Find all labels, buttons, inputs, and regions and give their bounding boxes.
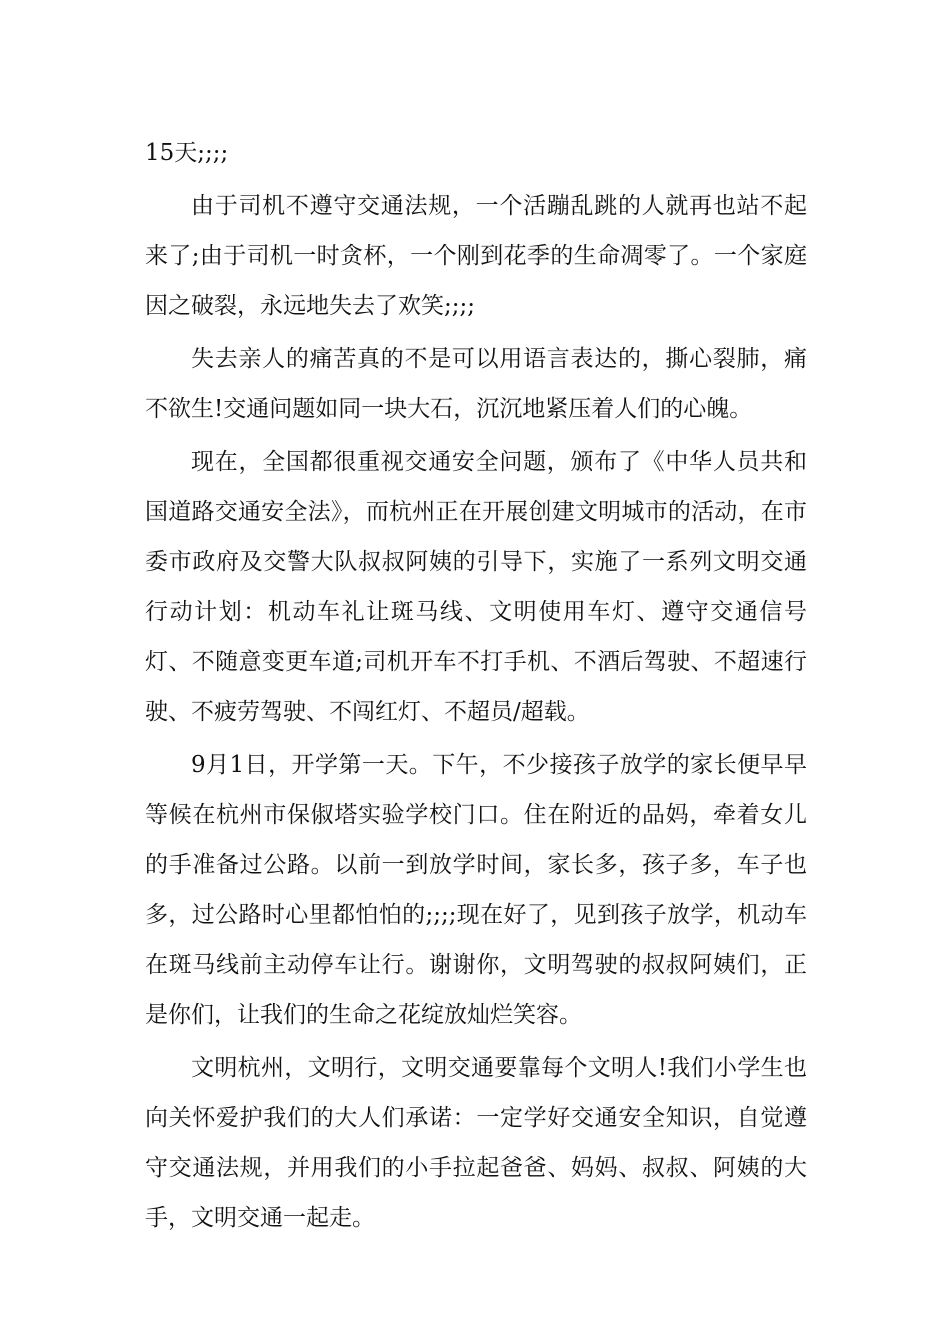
paragraph-continuation: 15天;;;;: [145, 140, 229, 166]
paragraph: 现在，全国都很重视交通安全问题，颁布了《中华人员共和国道路交通安全法》，而杭州正在开展创建文明城市的活动，在市委市政府及交警大队叔叔阿姨的引导下，实施了一系列文明交通行动计划：机动车礼让斑马线、文明使用车灯、遵守交通信号灯、不随意变更车道;司机开车不打手机、不酒后驾驶、不超速行驶、不疲劳驾驶、不闯红灯、不超员/超载。: [145, 449, 807, 725]
paragraph: 失去亲人的痛苦真的不是可以用语言表达的，撕心裂肺，痛不欲生!交通问题如同一块大石，沉沉地紧压着人们的心魄。: [145, 346, 807, 422]
document-body: [145, 128, 807, 1243]
paragraph: 文明杭州，文明行，文明交通要靠每个文明人!我们小学生也向关怀爱护我们的大人们承诺：一定学好交通安全知识，自觉遵守交通法规，并用我们的小手拉起爸爸、妈妈、叔叔、阿姨的大手，文明交通一起走。: [145, 1055, 807, 1231]
paragraph: 9月1日，开学第一天。下午，不少接孩子放学的家长便早早等候在杭州市保俶塔实验学校门口。住在附近的品妈，牵着女儿的手准备过公路。以前一到放学时间，家长多，孩子多，车子也多，过公路时心里都怕怕的;;;;现在好了，见到孩子放学，机动车在斑马线前主动停车让行。谢谢你，文明驾驶的叔叔阿姨们，正是你们，让我们的生命之花绽放灿烂笑容。: [145, 752, 807, 1028]
paragraph: 由于司机不遵守交通法规，一个活蹦乱跳的人就再也站不起来了;由于司机一时贪杯，一个刚到花季的生命凋零了。一个家庭因之破裂，永远地失去了欢笑;;;;: [145, 193, 807, 319]
